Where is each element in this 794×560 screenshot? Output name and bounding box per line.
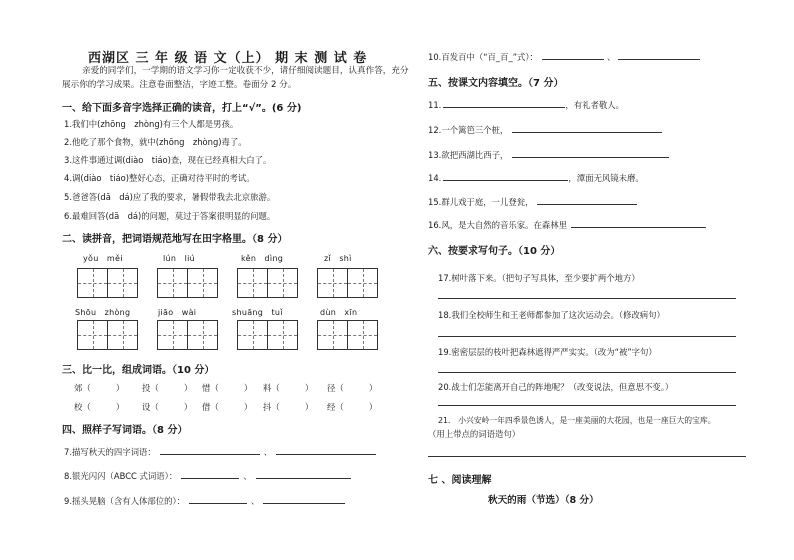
compare-2b: 设（ ） <box>142 402 193 412</box>
pinyin-7: shuāng tuǐ <box>232 308 283 317</box>
q7-text: 7.描写秋天的四字词语： <box>64 447 156 457</box>
q12-blank[interactable] <box>512 124 662 133</box>
q9-text: 9.摇头晃脑（含有人体部位的）： <box>64 496 186 506</box>
q14-blank[interactable] <box>443 172 568 181</box>
pinyin-2: lún liú <box>163 254 195 263</box>
tian-grid-8[interactable] <box>317 320 378 350</box>
q21-answer-line[interactable] <box>428 456 746 457</box>
compare-1a: 郊（ ） <box>74 383 125 393</box>
q8 <box>64 470 351 482</box>
intro-text: 亲爱的同学们，一学期的语文学习你一定收获不少，请仔细阅读题目，认真作答，充分展示你的学习成果。注意卷面整洁，字迹工整。卷面分 2 分。 <box>62 66 409 90</box>
q11-blank[interactable] <box>443 99 565 108</box>
q13 <box>428 149 669 161</box>
q7-separator: 、 <box>263 447 273 457</box>
q10-separator: 、 <box>606 52 616 62</box>
tian-grid-1[interactable] <box>77 268 138 298</box>
pinyin-3: kěn dìng <box>241 254 284 263</box>
q20: 20.战士们怎能离开自己的阵地呢？（改变说法，但意思不变。） <box>438 382 674 392</box>
q14-tail: ，潭面无风镜未磨。 <box>568 173 644 183</box>
section-3-heading: 三、比一比，组成词语。（10 分） <box>62 365 215 376</box>
compare-1b: 校（ ） <box>74 402 125 412</box>
compare-4a: 料（ ） <box>263 383 314 393</box>
compare-2a: 投（ ） <box>142 383 193 393</box>
tian-grid-6[interactable] <box>157 320 218 350</box>
q15-blank[interactable] <box>537 196 637 205</box>
q10-text: 10.百发百中（“百_百_”式）： <box>428 52 538 62</box>
q12 <box>428 124 662 136</box>
q20-answer-line[interactable] <box>438 405 736 406</box>
q16 <box>428 219 706 231</box>
q7-blank-1[interactable] <box>160 446 260 455</box>
pinyin-4: zǐ shì <box>324 254 352 263</box>
tian-grid-3[interactable] <box>237 268 298 298</box>
q8-blank-2[interactable] <box>256 470 351 479</box>
tian-grid-7[interactable] <box>237 320 298 350</box>
q9 <box>64 495 345 507</box>
q8-text: 8.银光闪闪（ABCC 式词语）： <box>64 471 178 481</box>
q21: 21. 小兴安岭一年四季景色诱人，是一座美丽的大花园，也是一座巨大的宝库。 <box>438 416 716 425</box>
q12-text: 12.一个篱笆三个桩， <box>428 125 509 135</box>
reading-title: 秋天的雨（节选）（8 分） <box>488 495 599 506</box>
q21-instruction: （用上带点的词语造句） <box>428 429 521 439</box>
tian-grid-5[interactable] <box>77 320 138 350</box>
q16-blank[interactable] <box>571 219 706 228</box>
compare-5a: 径（ ） <box>327 383 378 393</box>
compare-3a: 惜（ ） <box>202 383 253 393</box>
q4: 4.调(diào tiáo)整好心态，正确对待平时的考试。 <box>64 173 255 183</box>
q3: 3.这件事通过调(diào tiáo)查，现在已经真相大白了。 <box>64 155 272 165</box>
section-4-heading: 四、照样子写词语。（8 分） <box>62 425 188 436</box>
tian-grid-2[interactable] <box>157 268 218 298</box>
section-5-heading: 五、按课文内容填空。（7 分） <box>428 78 564 89</box>
q7-blank-2[interactable] <box>276 446 376 455</box>
q11 <box>428 99 624 111</box>
q19-answer-line[interactable] <box>438 372 736 373</box>
compare-5b: 经（ ） <box>327 402 378 412</box>
q13-text: 13.欲把西湖比西子， <box>428 150 509 160</box>
pinyin-6: jiāo wài <box>158 308 197 317</box>
q15 <box>428 196 637 208</box>
q16-text: 16.风，是大自然的音乐家。在森林里 <box>428 220 567 230</box>
q8-separator: 、 <box>243 471 252 481</box>
tian-grid-4[interactable] <box>317 268 378 298</box>
q14-number: 14. <box>428 173 442 183</box>
compare-4b: 抖（ ） <box>263 402 314 412</box>
exam-title: 西湖区 三 年 级 语 文（上） 期 末 测 试 卷 <box>88 51 368 66</box>
q1: 1.我们中(zhōng zhòng)有三个人都是男孩。 <box>64 119 239 129</box>
q9-blank-1[interactable] <box>189 495 247 504</box>
q6: 6.最难回答(dā dá)的问题，莫过于答案很明显的问题。 <box>64 211 276 221</box>
q10 <box>428 51 700 63</box>
q17: 17.树叶落下来。（把句子写具体，至少要扩两个地方） <box>438 273 640 283</box>
q5: 5.爸爸答(dā dá)应了我的要求，暑假带我去北京旅游。 <box>64 192 276 202</box>
pinyin-5: Shōu zhòng <box>75 308 131 317</box>
q11-tail: ，有礼者敬人。 <box>565 100 624 110</box>
q11-number: 11. <box>428 100 442 110</box>
section-7-heading: 七 、阅读理解 <box>428 475 492 486</box>
section-2-heading: 二、读拼音，把词语规范地写在田字格里。（8 分） <box>62 234 288 245</box>
q8-blank-1[interactable] <box>181 470 239 479</box>
pinyin-1: yǒu měi <box>83 254 123 263</box>
section-1-heading: 一、给下面多音字选择正确的读音，打上“√”。(6 分) <box>62 103 302 114</box>
q7 <box>64 446 376 458</box>
q14 <box>428 172 644 184</box>
q18: 18.我们全校师生和王老师都参加了这次运动会。（修改病句） <box>438 310 665 320</box>
q9-separator: 、 <box>251 496 260 506</box>
section-6-heading: 六、按要求写句子。（10 分） <box>428 246 561 257</box>
q10-blank-1[interactable] <box>542 51 604 60</box>
pinyin-8: dùn xīn <box>320 308 358 317</box>
q2: 2.他吃了那个食物，就中(zhōng zhòng)毒了。 <box>64 137 247 147</box>
q18-answer-line[interactable] <box>438 336 736 337</box>
q15-text: 15.群儿戏于庭，一儿登瓮， <box>428 197 534 207</box>
compare-3b: 借（ ） <box>202 402 253 412</box>
q13-blank[interactable] <box>512 149 669 158</box>
q9-blank-2[interactable] <box>263 495 345 504</box>
q17-answer-line[interactable] <box>438 298 736 299</box>
q19: 19.密密层层的枝叶把森林遮得严严实实。（改为“被”字句） <box>438 347 657 357</box>
q10-blank-2[interactable] <box>618 51 700 60</box>
